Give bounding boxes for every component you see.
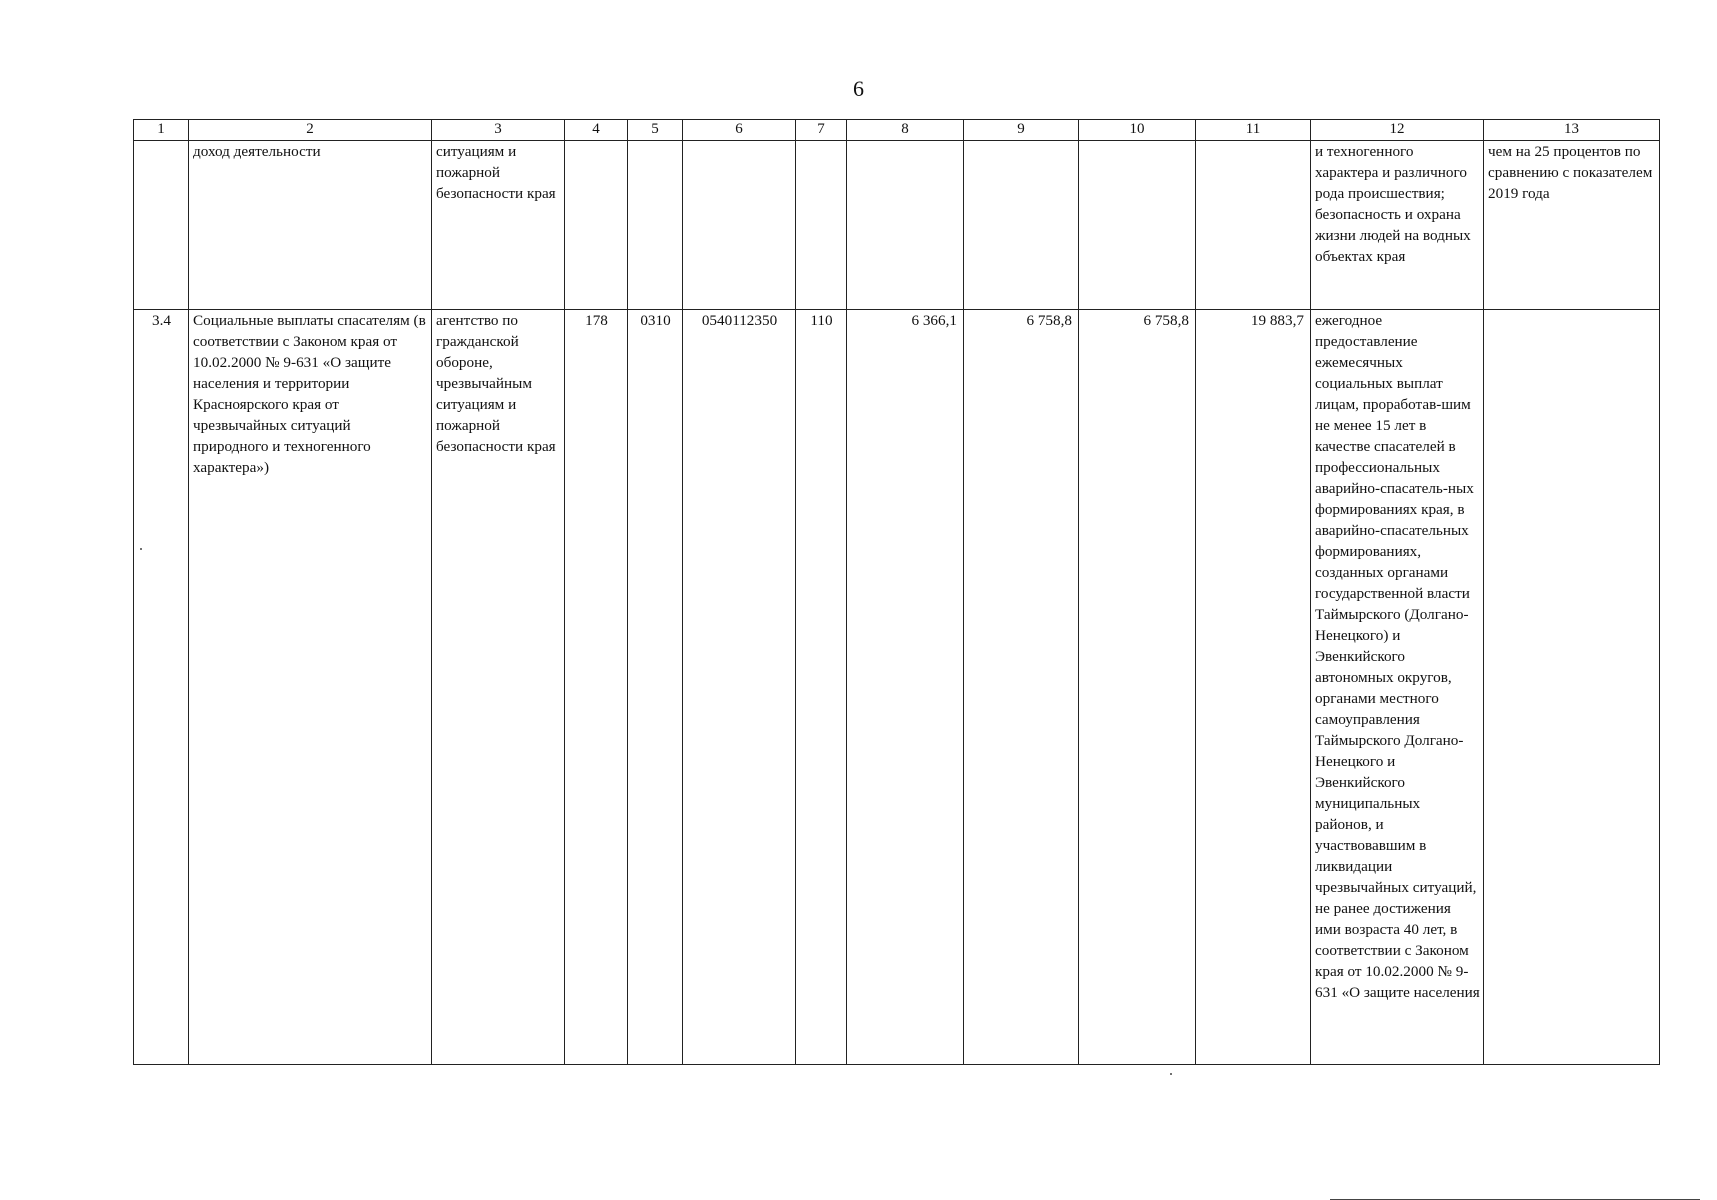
column-header: 7 xyxy=(796,120,847,141)
cell-amount-year2: 6 758,8 xyxy=(964,310,1079,1065)
column-header: 1 xyxy=(134,120,189,141)
column-header: 4 xyxy=(565,120,628,141)
cell-csr xyxy=(683,141,796,310)
column-header: 11 xyxy=(1196,120,1311,141)
cell-rzpr xyxy=(628,141,683,310)
column-header: 13 xyxy=(1484,120,1660,141)
column-header: 10 xyxy=(1079,120,1196,141)
cell-expected-result: и техногенного характера и различного рода происшествия; безопасность и охрана жизни людей на водных объектах края xyxy=(1311,141,1484,310)
scan-speck xyxy=(140,548,142,550)
cell-item-number xyxy=(134,141,189,310)
cell-vr: 110 xyxy=(796,310,847,1065)
cell-responsible: агентство по гражданской обороне, чрезвычайным ситуациям и пожарной безопасности края xyxy=(432,310,565,1065)
scan-speck xyxy=(1170,1073,1172,1075)
cell-amount-year2 xyxy=(964,141,1079,310)
cell-indicator: чем на 25 процентов по сравнению с показателем 2019 года xyxy=(1484,141,1660,310)
budget-table xyxy=(133,119,1660,1065)
cell-expected-result: ежегодное предоставление ежемесячных социальных выплат лицам, проработав-шим не менее 15 лет в качестве спасателей в профессиональных аварийно-спасатель-ных формированиях края, в аварийно-спасательных формированиях, созданных органами государственной власти Таймырского (Долгано-Ненецкого) и Эвенкийского автономных округов, органами местного самоуправления Таймырского Долгано-Ненецкого и Эвенкийского муниципальных районов, и участвовавшим в ликвидации чрезвычайных ситуаций, не ранее достижения ими возраста 40 лет, в соответствии с Законом края от 10.02.2000 № 9-631 «О защите населения xyxy=(1311,310,1484,1065)
column-number-row xyxy=(134,120,1660,141)
cell-item-number: 3.4 xyxy=(134,310,189,1065)
cell-amount-total xyxy=(1196,141,1311,310)
cell-amount-year1 xyxy=(847,141,964,310)
page-number: 6 xyxy=(853,76,864,101)
table-row-continuation xyxy=(134,141,1660,310)
column-header: 6 xyxy=(683,120,796,141)
cell-csr: 0540112350 xyxy=(683,310,796,1065)
column-header: 3 xyxy=(432,120,565,141)
cell-rzpr: 0310 xyxy=(628,310,683,1065)
cell-amount-total: 19 883,7 xyxy=(1196,310,1311,1065)
cell-amount-year3: 6 758,8 xyxy=(1079,310,1196,1065)
column-header: 5 xyxy=(628,120,683,141)
cell-grbs xyxy=(565,141,628,310)
table-row-3-4 xyxy=(134,310,1660,1065)
column-header: 12 xyxy=(1311,120,1484,141)
cell-responsible: ситуациям и пожарной безопасности края xyxy=(432,141,565,310)
cell-amount-year1: 6 366,1 xyxy=(847,310,964,1065)
column-header: 9 xyxy=(964,120,1079,141)
cell-amount-year3 xyxy=(1079,141,1196,310)
cell-description: доход деятельности xyxy=(189,141,432,310)
cell-indicator xyxy=(1484,310,1660,1065)
cell-vr xyxy=(796,141,847,310)
cell-description: Социальные выплаты спасателям (в соответствии с Законом края от 10.02.2000 № 9-631 «О защите населения и территории Красноярского края от чрезвычайных ситуаций природного и техногенного характера») xyxy=(189,310,432,1065)
column-header: 8 xyxy=(847,120,964,141)
column-header: 2 xyxy=(189,120,432,141)
cell-grbs: 178 xyxy=(565,310,628,1065)
